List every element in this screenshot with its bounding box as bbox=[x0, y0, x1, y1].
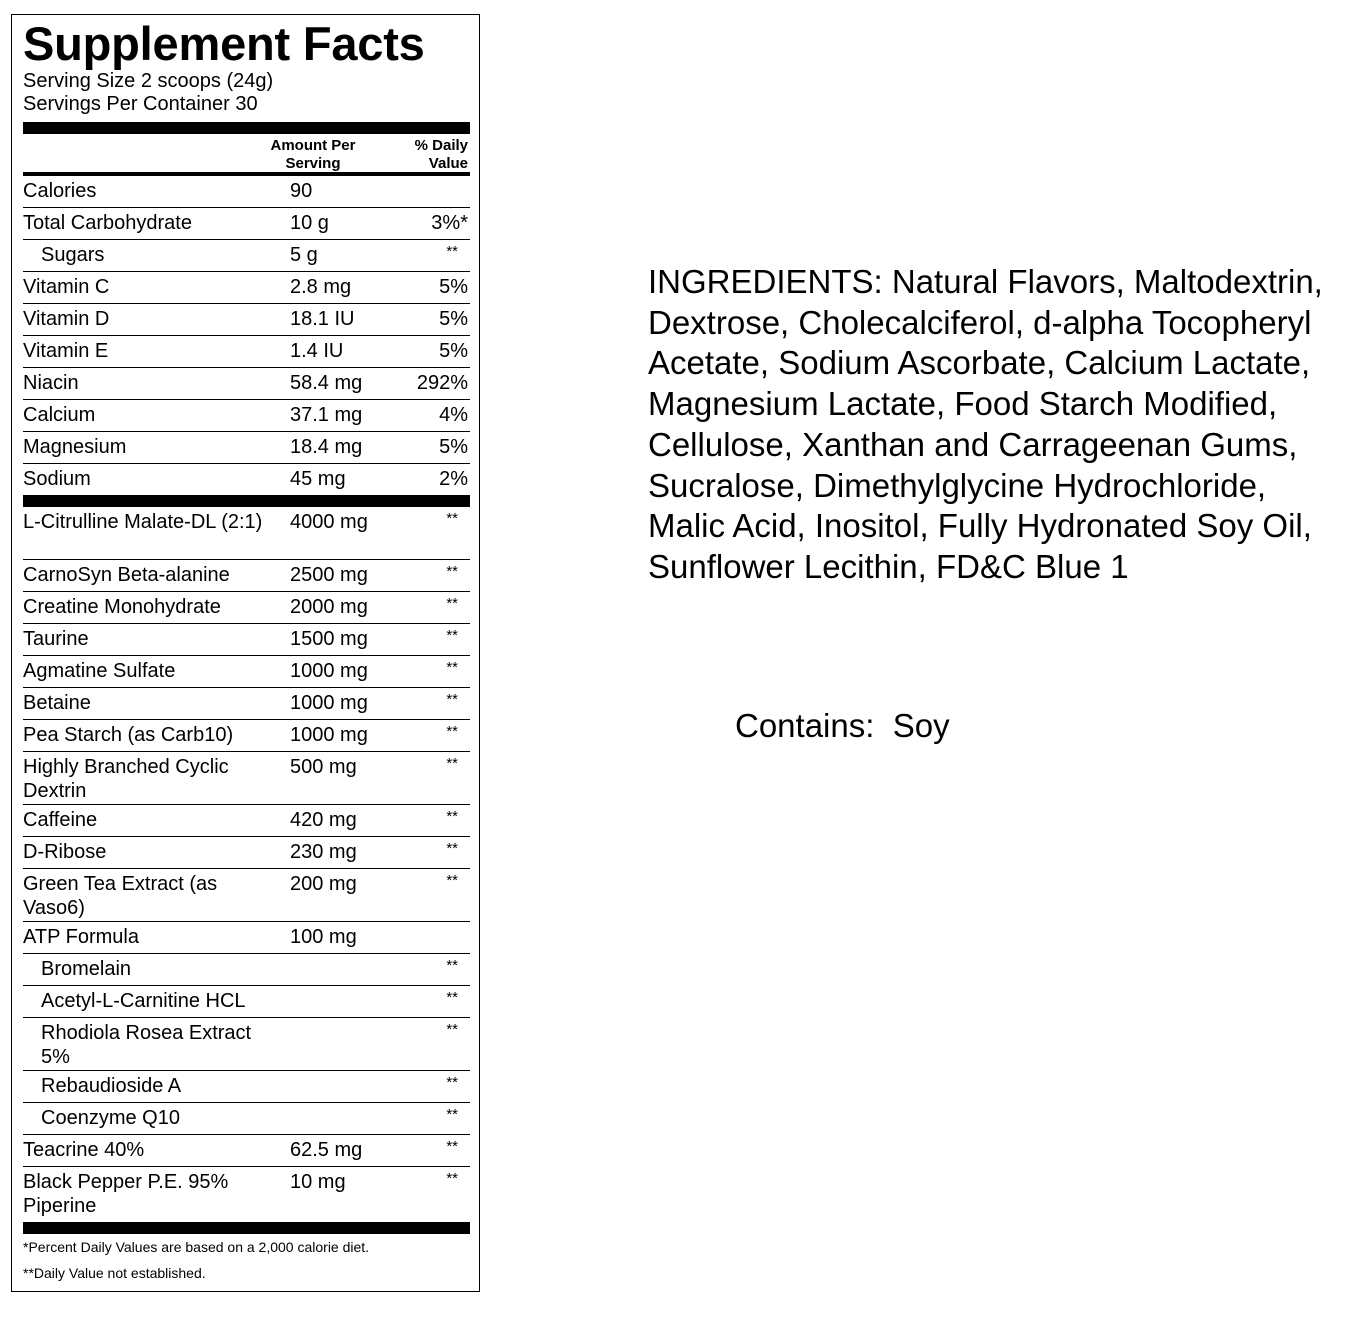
row-amount: 230 mg bbox=[290, 841, 357, 863]
row-amount: 420 mg bbox=[290, 809, 357, 831]
row-amount: 1000 mg bbox=[290, 692, 368, 714]
row-name: Magnesium bbox=[23, 436, 127, 458]
row-daily-value: ** bbox=[446, 808, 458, 825]
table-row bbox=[23, 432, 470, 464]
row-amount: 37.1 mg bbox=[290, 404, 363, 426]
table-row bbox=[23, 507, 470, 560]
row-daily-value: 5% bbox=[439, 436, 468, 458]
table-row bbox=[23, 922, 470, 954]
row-daily-value: ** bbox=[446, 1170, 458, 1187]
row-name: Rebaudioside A bbox=[41, 1075, 182, 1097]
amount-header-line2: Serving bbox=[285, 155, 341, 172]
row-name: Black Pepper P.E. 95% Piperine bbox=[23, 1171, 229, 1217]
table-row bbox=[23, 656, 470, 688]
divider-thick bbox=[23, 122, 470, 134]
row-name: Betaine bbox=[23, 692, 91, 714]
row-daily-value: ** bbox=[446, 595, 458, 612]
row-daily-value: 292% bbox=[416, 372, 468, 394]
row-daily-value: ** bbox=[446, 243, 458, 260]
row-amount: 200 mg bbox=[290, 873, 357, 895]
table-row bbox=[23, 1167, 470, 1219]
row-amount: 500 mg bbox=[290, 756, 357, 778]
panel-title: Supplement Facts bbox=[23, 17, 425, 70]
amount-header-line1: Amount Per bbox=[270, 137, 356, 154]
table-row bbox=[23, 592, 470, 624]
row-amount: 2500 mg bbox=[290, 564, 368, 586]
row-amount: 1500 mg bbox=[290, 628, 368, 650]
row-amount: 18.4 mg bbox=[290, 436, 363, 458]
table-row bbox=[23, 986, 470, 1018]
row-daily-value: 5% bbox=[439, 308, 468, 330]
table-row bbox=[23, 304, 470, 336]
table-row bbox=[23, 688, 470, 720]
row-daily-value: ** bbox=[446, 989, 458, 1006]
row-amount: 100 mg bbox=[290, 926, 357, 948]
table-row bbox=[23, 720, 470, 752]
row-name: Vitamin C bbox=[23, 276, 110, 298]
table-row bbox=[23, 176, 470, 208]
table-row bbox=[23, 1135, 470, 1167]
row-amount: 2.8 mg bbox=[290, 276, 352, 298]
row-daily-value: 5% bbox=[439, 340, 468, 362]
table-row bbox=[23, 400, 470, 432]
row-daily-value: ** bbox=[446, 723, 458, 740]
table-row bbox=[23, 1018, 470, 1071]
table-row bbox=[23, 240, 470, 272]
row-name: Coenzyme Q10 bbox=[41, 1107, 180, 1129]
table-row bbox=[23, 368, 470, 400]
row-daily-value: ** bbox=[446, 627, 458, 644]
row-name: Niacin bbox=[23, 372, 79, 394]
row-daily-value: ** bbox=[446, 872, 458, 889]
row-name: CarnoSyn Beta-alanine bbox=[23, 564, 230, 586]
row-daily-value: ** bbox=[446, 691, 458, 708]
row-name: Agmatine Sulfate bbox=[23, 660, 176, 682]
serving-size: Serving Size 2 scoops (24g) bbox=[23, 70, 274, 92]
row-name: Vitamin D bbox=[23, 308, 110, 330]
table-row bbox=[23, 805, 470, 837]
row-amount: 18.1 IU bbox=[290, 308, 355, 330]
table-row bbox=[23, 954, 470, 986]
row-name: Taurine bbox=[23, 628, 89, 650]
row-name: Pea Starch (as Carb10) bbox=[23, 724, 234, 746]
row-daily-value: ** bbox=[446, 1074, 458, 1091]
row-daily-value: ** bbox=[446, 755, 458, 772]
divider-heavy-bottom bbox=[23, 1222, 470, 1234]
row-daily-value: 5% bbox=[439, 276, 468, 298]
table-row bbox=[23, 272, 470, 304]
daily-value-header bbox=[378, 137, 468, 173]
row-daily-value: 4% bbox=[439, 404, 468, 426]
row-amount: 1.4 IU bbox=[290, 340, 344, 362]
table-row bbox=[23, 837, 470, 869]
table-row bbox=[23, 208, 470, 240]
divider-heavy bbox=[23, 495, 470, 507]
row-amount: 10 mg bbox=[290, 1171, 346, 1193]
row-name: Vitamin E bbox=[23, 340, 109, 362]
row-daily-value: ** bbox=[446, 1138, 458, 1155]
row-name: Calories bbox=[23, 180, 97, 202]
footnote-dv-not-established: **Daily Value not established. bbox=[23, 1265, 206, 1281]
row-daily-value: 2% bbox=[439, 468, 468, 490]
row-amount: 58.4 mg bbox=[290, 372, 363, 394]
servings-per-container: Servings Per Container 30 bbox=[23, 93, 258, 115]
row-name: L-Citrulline Malate-DL (2:1) bbox=[23, 511, 263, 533]
amount-per-serving-header bbox=[256, 137, 370, 173]
row-name: Teacrine 40% bbox=[23, 1139, 145, 1161]
table-row bbox=[23, 464, 470, 496]
row-daily-value: ** bbox=[446, 659, 458, 676]
row-amount: 2000 mg bbox=[290, 596, 368, 618]
column-headers bbox=[23, 134, 470, 172]
row-name: ATP Formula bbox=[23, 926, 139, 948]
dv-header-line1: % Daily bbox=[414, 137, 468, 154]
row-daily-value: ** bbox=[446, 957, 458, 974]
row-amount: 10 g bbox=[290, 212, 329, 234]
row-amount: 45 mg bbox=[290, 468, 346, 490]
row-amount: 5 g bbox=[290, 244, 318, 266]
row-name: D-Ribose bbox=[23, 841, 107, 863]
row-name: Calcium bbox=[23, 404, 96, 426]
row-name: Total Carbohydrate bbox=[23, 212, 192, 234]
panel-content bbox=[23, 15, 470, 1281]
row-name: Creatine Monohydrate bbox=[23, 596, 221, 618]
table-row bbox=[23, 752, 470, 805]
row-daily-value: ** bbox=[446, 510, 458, 527]
row-name: Acetyl-L-Carnitine HCL bbox=[41, 990, 246, 1012]
row-amount: 90 bbox=[290, 180, 313, 202]
row-name: Sodium bbox=[23, 468, 91, 490]
row-amount: 1000 mg bbox=[290, 724, 368, 746]
table-row bbox=[23, 560, 470, 592]
ingredients-text: INGREDIENTS: Natural Flavors, Maltodextrin, Dextrose, Cholecalciferol, d-alpha Tocopheryl Acetate, Sodium Ascorbate, Calcium Lactate, Magnesium Lactate, Food Starch Modified, Cellulose, Xanthan and Carrageenan Gums, Sucralose, Dimethylglycine Hydrochloride, Malic Acid, Inositol, Fully Hydronated Soy Oil, Sunflower Lecithin, FD&C Blue 1 bbox=[648, 263, 1323, 585]
row-name: Caffeine bbox=[23, 809, 98, 831]
row-daily-value: 3%* bbox=[431, 212, 468, 234]
nutrient-rows bbox=[23, 176, 470, 496]
row-name: Highly Branched Cyclic Dextrin bbox=[23, 756, 229, 802]
table-row bbox=[23, 624, 470, 656]
row-name: Rhodiola Rosea Extract 5% bbox=[41, 1022, 252, 1068]
table-row bbox=[23, 1103, 470, 1135]
row-amount: 1000 mg bbox=[290, 660, 368, 682]
row-amount: 4000 mg bbox=[290, 511, 368, 533]
table-row bbox=[23, 1071, 470, 1103]
row-daily-value: ** bbox=[446, 563, 458, 580]
supplement-facts-panel bbox=[11, 14, 480, 1292]
table-row bbox=[23, 336, 470, 368]
row-name: Green Tea Extract (as Vaso6) bbox=[23, 873, 218, 919]
row-name: Bromelain bbox=[41, 958, 132, 980]
row-amount: 62.5 mg bbox=[290, 1139, 363, 1161]
table-row bbox=[23, 869, 470, 922]
allergen-contains: Contains: Soy bbox=[735, 707, 950, 744]
ingredient-rows bbox=[23, 507, 470, 1219]
row-daily-value: ** bbox=[446, 1106, 458, 1123]
dv-header-line2: Value bbox=[428, 155, 468, 172]
row-daily-value: ** bbox=[446, 1021, 458, 1038]
row-name: Sugars bbox=[41, 244, 105, 266]
footnote-percent-dv: *Percent Daily Values are based on a 2,000 calorie diet. bbox=[23, 1239, 370, 1255]
row-daily-value: ** bbox=[446, 840, 458, 857]
